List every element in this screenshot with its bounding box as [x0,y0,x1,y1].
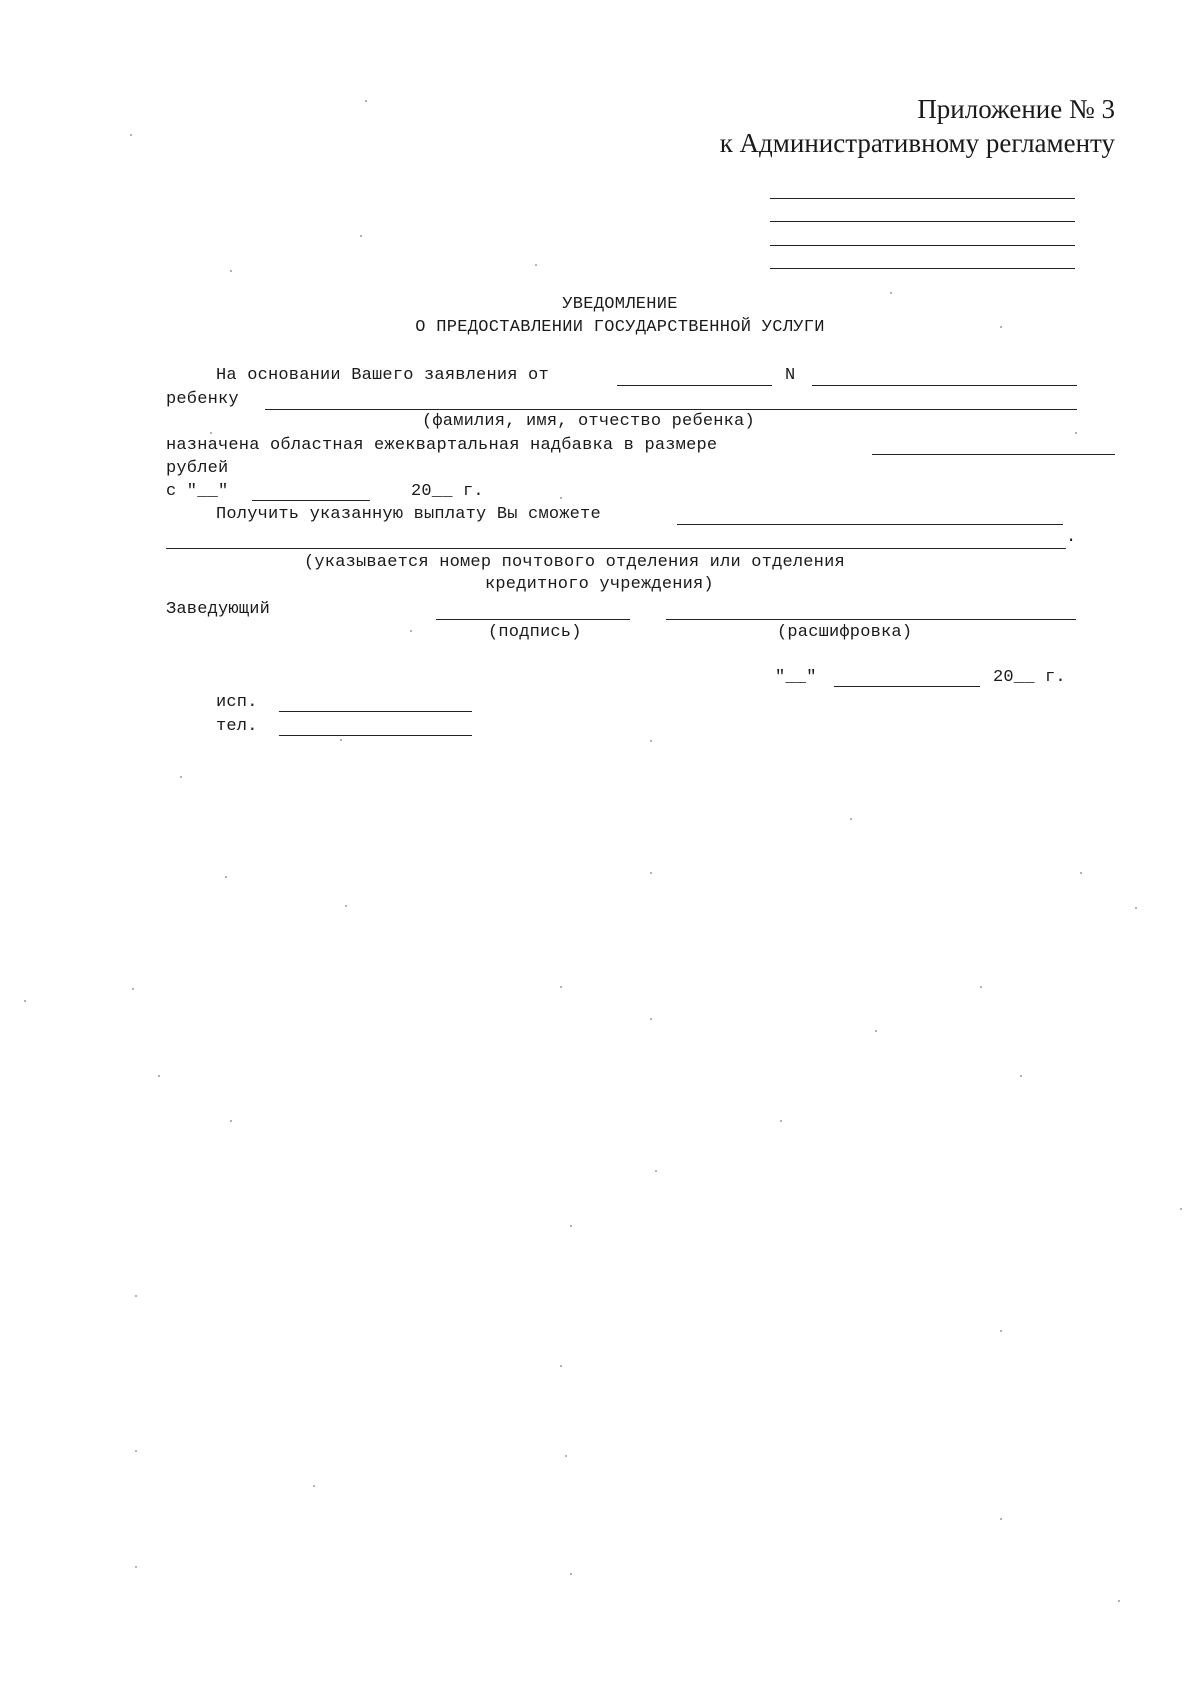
receive-place-blank-2 [166,548,1066,549]
amount-blank [872,454,1115,455]
receive-place-blank [677,524,1063,525]
child-name-caption: (фамилия, имя, отчество ребенка) [422,412,755,431]
start-date-day: с "__" [166,482,229,501]
application-number-blank [812,385,1077,386]
addressee-line-3 [770,245,1075,246]
application-date-blank [617,385,772,386]
addressee-line-1 [770,198,1075,199]
transcript-caption: (расшифровка) [777,623,913,642]
executor-blank [279,711,472,712]
start-month-blank [252,500,370,501]
child-label: ребенку [166,390,239,409]
office-caption-2: кредитного учреждения) [485,575,714,594]
start-date-year: 20__ г. [411,482,484,501]
sign-month-blank [834,686,980,687]
signature-blank [436,619,630,620]
appendix-number: Приложение № 3 [917,94,1115,124]
basis-text: На основании Вашего заявления от [216,366,549,385]
head-label: Заведующий [166,600,271,619]
receive-text: Получить указанную выплату Вы сможете [216,505,601,524]
phone-blank [279,735,472,736]
rubles-label: рублей [166,459,229,478]
phone-label: тел. [216,717,258,736]
number-label: N [785,366,796,385]
child-name-blank [265,409,1077,410]
transcript-blank [666,619,1076,620]
signature-caption: (подпись) [488,623,582,642]
end-dot: . [1066,528,1077,547]
sign-date-year: 20__ г. [993,668,1066,687]
sign-date-day: "__" [775,668,817,687]
notice-title: УВЕДОМЛЕНИЕ [562,295,678,314]
addressee-line-2 [770,221,1075,222]
executor-label: исп. [216,693,258,712]
addressee-line-4 [770,268,1075,269]
notice-subtitle: О ПРЕДОСТАВЛЕНИИ ГОСУДАРСТВЕННОЙ УСЛУГИ [415,318,825,337]
office-caption-1: (указывается номер почтового отделения или отделения [304,553,845,572]
assigned-text: назначена областная ежеквартальная надбавка в размере [166,436,718,455]
appendix-regulation: к Административному регламенту [719,128,1115,158]
